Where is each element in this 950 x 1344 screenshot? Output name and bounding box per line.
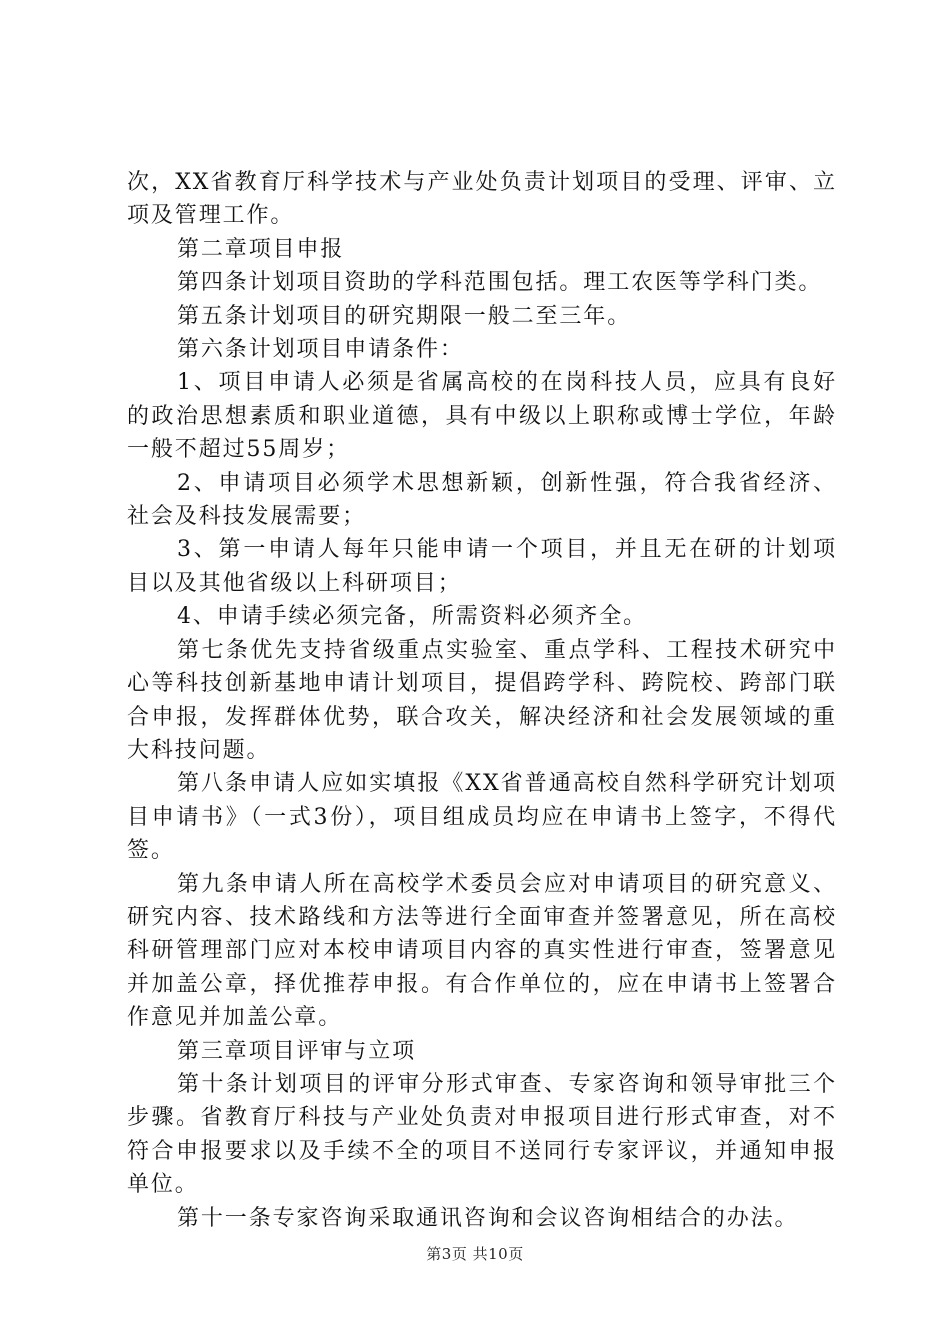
page-number-label: 第3页 共10页: [426, 1245, 524, 1263]
chapter-heading-2: 第二章项目申报: [177, 236, 345, 262]
article-10: 第十条计划项目的评审分形式审查、专家咨询和领导审批三个步骤。省教育厅科技与产业处负责对申报项目进行形式审查，对不符合申报要求以及手续不全的项目不送同行专家评议，并通知申报单位。: [127, 1071, 837, 1198]
article-9: 第九条申请人所在高校学术委员会应对申请项目的研究意义、研究内容、技术路线和方法等进行全面审查并签署意见，所在高校科研管理部门应对本校申请项目内容的真实性进行审查，签署意见并加盖公章，择优推荐申报。有合作单位的，应在申请书上签署合作意见并加盖公章。: [127, 871, 837, 1031]
condition-3: 3、第一申请人每年只能申请一个项目，并且无在研的计划项目以及其他省级以上科研项目；: [127, 537, 837, 596]
article-11: 第十一条专家咨询采取通讯咨询和会议咨询相结合的办法。: [177, 1205, 799, 1231]
condition-2: 2、申请项目必须学术思想新颖，创新性强，符合我省经济、社会及科技发展需要；: [127, 470, 837, 530]
article-5: 第五条计划项目的研究期限一般二至三年。: [177, 303, 632, 329]
article-4: 第四条计划项目资助的学科范围包括。理工农医等学科门类。: [177, 270, 823, 296]
condition-1: 1、项目申请人必须是省属高校的在岗科技人员，应具有良好的政治思想素质和职业道德，具有中级以上职称或博士学位，年龄一般不超过55周岁；: [127, 370, 837, 463]
condition-4: 4、申请手续必须完备，所需资料必须齐全。: [177, 604, 647, 630]
page-footer: [0, 1243, 950, 1264]
article-6: 第六条计划项目申请条件：: [177, 337, 464, 363]
article-8: 第八条申请人应如实填报《XX省普通高校自然科学研究计划项目申请书》（一式3份），项目组成员均应在申请书上签字，不得代签。: [127, 771, 837, 864]
paragraph-1: 次，XX省教育厅科学技术与产业处负责计划项目的受理、评审、立项及管理工作。: [127, 170, 837, 229]
article-7: 第七条优先支持省级重点实验室、重点学科、工程技术研究中心等科技创新基地申请计划项目，提倡跨学科、跨院校、跨部门联合申报，发挥群体优势，联合攻关，解决经济和社会发展领域的重大科技问题。: [127, 637, 837, 763]
chapter-heading-3: 第三章项目评审与立项: [177, 1038, 417, 1064]
document-body: [127, 166, 837, 1235]
